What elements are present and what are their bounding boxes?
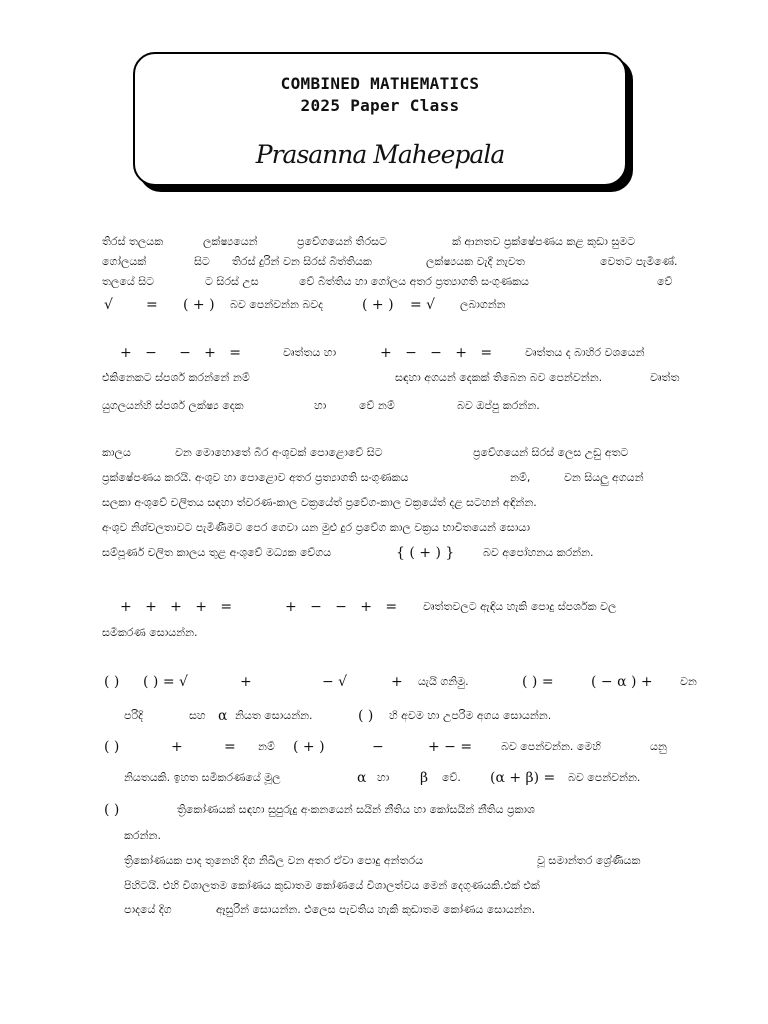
text-segment: වේ නම්: [359, 399, 395, 412]
math-expression: =: [224, 739, 236, 755]
text-line: [0, 493, 768, 513]
math-expression: +: [391, 674, 403, 690]
text-segment: යැයි ගනිමු.: [418, 675, 469, 688]
text-line: [0, 800, 768, 820]
text-line: [0, 232, 768, 252]
math-expression: + − − + =: [285, 599, 398, 615]
text-segment: යනු: [650, 740, 667, 753]
text-line: [0, 737, 768, 757]
text-segment: සම්පූර්ණ චලිත කාලය තුළ අංශුවේ මධ්‍යක වේගය: [102, 546, 332, 559]
text-segment: හා: [314, 399, 327, 412]
math-expression: ( ): [104, 674, 120, 690]
math-expression: + − − + =: [380, 345, 493, 361]
text-segment: එකිනෙකට ස්පර්ශ කරන්නේ නම්: [102, 371, 250, 384]
math-expression: ( ): [104, 802, 120, 818]
text-segment: වන මොහොතේ බිර අංශුවක් පොළොවේ සිට: [175, 446, 383, 459]
text-line: [0, 518, 768, 538]
math-expression: +: [171, 739, 183, 755]
text-segment: බව අපෝහනය කරන්න.: [483, 546, 594, 559]
text-segment: සිට: [194, 255, 210, 268]
text-segment: යුගලයන්හි ස්පර්ශ ලක්ෂ්‍ය දෙක: [102, 399, 244, 412]
math-expression: + − =: [428, 739, 473, 755]
text-segment: බව පෙන්වන්න.: [568, 771, 641, 784]
math-expression: = √: [410, 297, 436, 313]
text-segment: පාදයේ දිග: [124, 903, 172, 916]
text-line: [0, 672, 768, 692]
text-segment: හි අවම හා උපරිම අගය සොයන්න.: [389, 709, 552, 722]
math-expression: ( ): [358, 708, 374, 724]
math-expression: α: [357, 770, 367, 786]
math-expression: ( + ): [183, 297, 215, 313]
text-segment: බව පෙන්වන්න බවද: [230, 298, 324, 311]
text-segment: නම්: [258, 740, 275, 753]
math-expression: ( − α ) +: [591, 674, 653, 690]
text-segment: ක් ආනතව ප්‍රක්ෂේපණය කළ කුඩා සුමට: [452, 235, 636, 248]
header-box: [133, 52, 627, 186]
text-segment: වෙතට පැමිණේ.: [600, 255, 678, 268]
text-line: [0, 368, 768, 388]
text-line: [0, 597, 768, 617]
text-line: [0, 826, 768, 846]
course-title: COMBINED MATHEMATICS: [280, 74, 480, 93]
math-expression: ( ) = √: [143, 674, 188, 690]
math-expression: + − − + =: [120, 345, 241, 361]
text-segment: ඈසුරින් සොයන්න. එලෙස පැවතිය හැකි කුඩාතම කෝණය සොයන්න.: [216, 903, 536, 916]
math-expression: =: [146, 297, 158, 313]
text-segment: කරන්න.: [124, 829, 161, 842]
text-segment: වන සියලු අගයන්: [564, 471, 644, 484]
text-segment: වූ සමාන්තර ශ්‍රේණියක: [537, 854, 641, 867]
text-segment: වෘත්තවලට ඇඳිය හැකි පොදු ස්පර්ශක වල: [423, 600, 617, 613]
text-segment: අංශුව නිශ්චලතාවට පැමිණීමට පෙර ගෙවා යන මුළු දුර ප්‍රවේග කාල වක්‍රය භාවිතයෙන් සොයා: [102, 521, 530, 534]
text-segment: වේ.: [442, 771, 461, 784]
text-segment: කාලය: [102, 446, 131, 459]
text-segment: ට සිරස් උස: [205, 275, 259, 288]
text-line: [0, 876, 768, 896]
text-segment: ලක්ෂ්‍යයක වැදී නැවත: [426, 255, 525, 268]
math-expression: (α + β) =: [490, 770, 556, 786]
text-segment: වෘත්ත: [650, 371, 680, 384]
text-segment: වෘත්තය හා: [283, 346, 337, 359]
text-segment: ලක්ෂ්‍යයෙන්: [203, 235, 258, 248]
text-segment: නියතයකි. ඉහත සමීකරණයේ මූල: [124, 771, 281, 784]
text-segment: නියත සොයන්න.: [235, 709, 313, 722]
text-segment: ප්‍රවේගයෙන් සිරස් ලෙස උඩු අතට: [473, 446, 629, 459]
math-expression: √: [104, 297, 113, 313]
text-line: [0, 443, 768, 463]
math-expression: α: [218, 708, 228, 724]
text-line: [0, 543, 768, 563]
text-line: [0, 468, 768, 488]
text-segment: වේ: [657, 275, 673, 288]
class-subtitle: 2025 Paper Class: [300, 96, 460, 115]
math-expression: { ( + ) }: [396, 545, 455, 561]
text-segment: සඳහා අගයන් දෙකක් තිබෙන බව පෙන්වන්න.: [395, 371, 603, 384]
math-expression: ( ): [104, 739, 120, 755]
text-segment: පරිදි: [124, 709, 143, 722]
text-segment: ත්‍රිකෝණයක පාද තුනෙහි දිග නිඛිල වන අතර ඒවා පොදු අන්තරය: [124, 854, 424, 867]
math-expression: β: [420, 770, 429, 786]
text-line: [0, 768, 768, 788]
text-line: [0, 272, 768, 292]
text-line: [0, 706, 768, 726]
text-segment: බව ඔප්පු කරන්න.: [457, 399, 540, 412]
text-segment: ප්‍රක්ෂේපණය කරයි. අංශුව හා පොළොව අතර ප්‍රත්‍යාගති සංගුණකය: [102, 471, 409, 484]
text-line: [0, 851, 768, 871]
text-segment: වන: [680, 675, 697, 688]
math-expression: −: [372, 739, 384, 755]
text-line: [0, 295, 768, 315]
math-expression: − √: [322, 674, 348, 690]
text-segment: බව පෙන්වන්න. මෙහි: [501, 740, 601, 753]
text-segment: පිහිටයි. එහි විශාලතම කෝණය කුඩාතම කෝණයේ විශාලත්වය මෙන් දෙගුණයකි.එක් එක්: [124, 879, 540, 892]
text-segment: සලකා අංශුවේ චලිතය සඳහා ත්වරණ-කාල වක්‍රයේත් ප්‍රවේග-කාල වක්‍රයේත් දළ සටහන් අඳින්න.: [102, 496, 537, 509]
text-segment: ප්‍රවේගයෙන් තිරසට: [297, 235, 387, 248]
math-expression: + + + + =: [120, 599, 233, 615]
text-segment: හා: [377, 771, 390, 784]
text-line: [0, 396, 768, 416]
text-segment: වේ බිත්තිය හා ගෝලය අතර ප්‍රත්‍යාගති සංගුණකය: [299, 275, 529, 288]
text-segment: ත්‍රිකෝණයක් සඳහා සුපුරුදු අංකනයෙන් සයින් නීතිය හා කෝසයින් නීතිය ප්‍රකාශ: [177, 803, 535, 816]
text-segment: ගෝලයක්: [102, 255, 147, 268]
text-segment: තිරස් තලයක: [102, 235, 164, 248]
math-expression: ( + ): [362, 297, 394, 313]
math-expression: ( ) =: [522, 674, 554, 690]
text-line: [0, 343, 768, 363]
text-line: [0, 900, 768, 920]
math-expression: +: [240, 674, 252, 690]
text-segment: වෘත්තය ද බාහිර වශයෙන්: [525, 346, 645, 359]
text-line: [0, 252, 768, 272]
text-segment: තිරස් දුරින් වන සිරස් බිත්තියක: [232, 255, 372, 268]
text-segment: සහ: [189, 709, 206, 722]
text-segment: සමීකරණ සොයන්න.: [102, 626, 198, 639]
text-segment: තලයේ සිට: [102, 275, 155, 288]
text-segment: ලබාගන්න: [460, 298, 506, 311]
text-line: [0, 623, 768, 643]
author-signature: Prasanna Maheepala: [255, 140, 505, 169]
text-segment: නම්,: [510, 471, 531, 484]
math-expression: ( + ): [293, 739, 325, 755]
